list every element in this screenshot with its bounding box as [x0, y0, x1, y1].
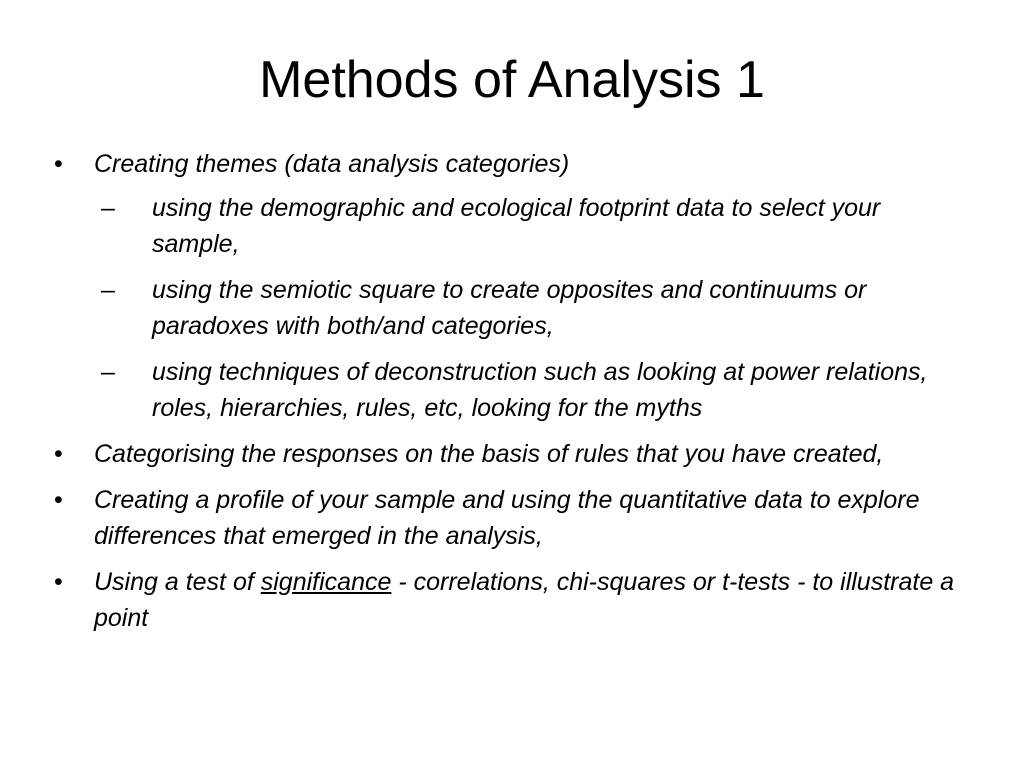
bullet-text: Creating a profile of your sample and using the quantitative data to explore differences that emerged in the analysis, — [94, 486, 920, 550]
bullet-item-significance-test — [54, 564, 974, 636]
bullet-item-creating-themes — [54, 146, 974, 426]
significance-link-text: significance — [260, 568, 392, 596]
bullet-text-before: Using a test of — [94, 568, 261, 596]
dash-icon: – — [101, 194, 115, 222]
dash-icon: – — [101, 358, 115, 386]
sub-bullet-text: using the semiotic square to create opposites and continuums or paradoxes with both/and categories, — [152, 276, 867, 340]
slide-title: Methods of Analysis 1 — [259, 51, 765, 109]
sub-bullet-text: using techniques of deconstruction such as looking at power relations, roles, hierarchies, rules, etc, looking for the myths — [152, 358, 928, 422]
dash-icon: – — [101, 276, 115, 304]
bullet-list — [54, 146, 974, 646]
bullet-icon: • — [54, 150, 63, 178]
bullet-icon: • — [54, 568, 63, 596]
bullet-item-profile — [54, 482, 974, 554]
sub-bullet-text: using the demographic and ecological footprint data to select your sample, — [152, 194, 881, 258]
bullet-icon: • — [54, 486, 63, 514]
sub-bullet-list — [94, 190, 974, 426]
bullet-icon: • — [54, 440, 63, 468]
bullet-text: Categorising the responses on the basis of rules that you have created, — [94, 440, 884, 468]
sub-bullet-item-deconstruction — [94, 354, 974, 426]
sub-bullet-item-demographic — [94, 190, 974, 262]
bullet-text: Creating themes (data analysis categories) — [94, 150, 570, 178]
bullet-text-after: - correlations, chi-squares or t-tests - to illustrate a point — [94, 568, 955, 632]
bullet-item-categorising — [54, 436, 974, 472]
sub-bullet-item-semiotic-square — [94, 272, 974, 344]
